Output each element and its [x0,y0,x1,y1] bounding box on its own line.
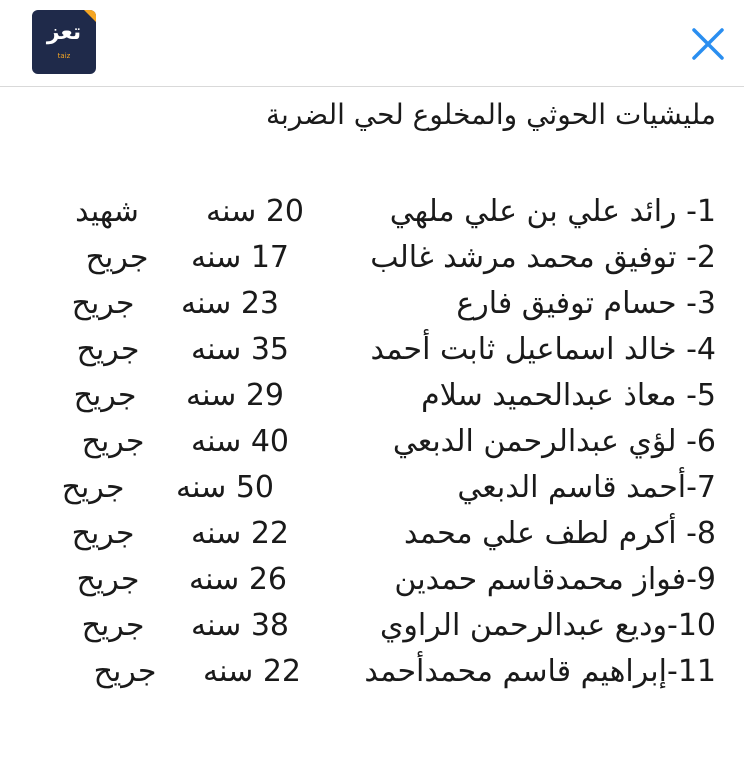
person-age: 38 سنه [191,608,289,643]
logo-text: تعز [46,20,82,45]
list-item [0,558,744,602]
app-logo [32,10,96,74]
person-name: 11-إبراهيم قاسم محمدأحمد [364,654,716,689]
person-age: 17 سنه [191,240,289,275]
logo-subtext: taiz [57,52,71,60]
person-name: 4- خالد اسماعيل ثابت أحمد [370,332,716,367]
person-age: 22 سنه [203,654,301,689]
person-age: 22 سنه [191,516,289,551]
person-status: جريح [81,424,145,459]
list-item [0,650,744,694]
person-age: 26 سنه [189,562,287,597]
list-item [0,190,744,234]
person-status: جريح [71,286,135,321]
person-age: 20 سنه [206,194,304,229]
person-name: 5- معاذ عبدالحميد سلام [421,378,716,413]
person-name: 7-أحمد قاسم الدبعي [457,470,716,505]
person-name: 10-وديع عبدالرحمن الراوي [379,608,716,643]
person-status: جريح [76,332,140,367]
person-status: جريح [76,562,140,597]
person-status: جريح [61,470,125,505]
person-age: 23 سنه [181,286,279,321]
person-age: 40 سنه [191,424,289,459]
list-item [0,328,744,372]
person-status: شهيد [75,194,139,229]
list-item [0,420,744,464]
person-age: 35 سنه [191,332,289,367]
person-status: جريح [81,608,145,643]
person-age: 50 سنه [176,470,274,505]
person-name: 1- رائد علي بن علي ملهي [389,194,716,229]
person-status: جريح [85,240,149,275]
person-age: 29 سنه [186,378,284,413]
person-name: 6- لؤي عبدالرحمن الدبعي [392,424,716,459]
list-item [0,466,744,510]
list-item [0,282,744,326]
person-status: جريح [73,378,137,413]
person-status: جريح [93,654,157,689]
post-content [0,87,744,761]
list-item [0,374,744,418]
person-status: جريح [71,516,135,551]
list-item [0,604,744,648]
close-button[interactable] [686,22,730,66]
person-name: 3- حسام توفيق فارع [456,286,716,321]
person-name: 2- توفيق محمد مرشد غالب [370,240,716,275]
person-name: 8- أكرم لطف علي محمد [404,516,716,551]
person-name: 9-فواز محمدقاسم حمدين [394,562,716,597]
top-bar [0,0,744,87]
close-icon [686,22,730,66]
list-item [0,236,744,280]
list-item [0,512,744,556]
post-title: مليشيات الحوثي والمخلوع لحي الضربة [266,98,716,131]
